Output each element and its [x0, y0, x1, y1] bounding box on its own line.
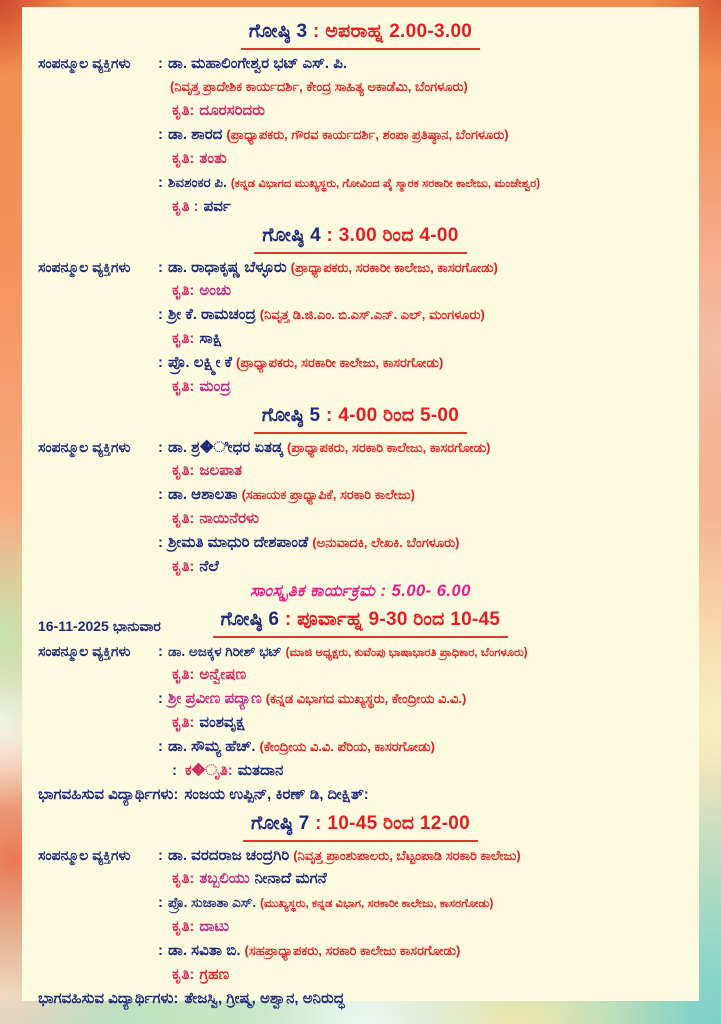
resource-persons-label: ಸಂಪನ್ಮೂಲ ವ್ಯಕ್ತಿಗಳು: [38, 847, 131, 863]
sessions-container: [22, 15, 699, 1011]
work-row: [172, 915, 699, 939]
session-title-separator: :: [307, 21, 326, 42]
person-details: (ಕನ್ನಡ ವಿಭಾಗದ ಮುಖ್ಯಸ್ಥರು, ಗೋವಿಂದ ಪೈ ಸ್ಮಾರಕ ಸರಕಾರೀ ಕಾಲೇಜು, ಮಂಜೇಶ್ವರ): [230, 178, 541, 190]
session-heading-row: [22, 603, 699, 639]
session-title: ಗೋಷ್ಠಿ 3: [248, 21, 308, 42]
person-colon: :: [158, 306, 163, 323]
person-details: (ನಿವೃತ್ತ ಡಿ.ಜಿ.ಎಂ. ಬಿ.ಎಸ್.ಎನ್. ಎಲ್, ಮಂಗಳೂರು): [259, 307, 485, 322]
work-row: [172, 555, 699, 579]
person-row: [38, 687, 699, 711]
person-colon: :: [158, 439, 163, 456]
work-title: ಮಂದ್ರ: [199, 378, 231, 395]
person-row: [38, 255, 699, 279]
session-title-separator: :: [279, 609, 298, 630]
work-label: ಕೃತಿ :: [172, 198, 199, 215]
person-details: (ಕೇಂದ್ರೀಯ ವಿ.ವಿ. ಪೆರಿಯ, ಕಾಸರಗೋಡು): [259, 739, 435, 754]
work-title: ದೂರಸರಿದರು: [199, 102, 265, 119]
work-row: [172, 663, 699, 687]
work-row: [172, 711, 699, 735]
session-title: ಗೋಷ್ಠಿ 7: [250, 813, 310, 834]
person-colon: :: [158, 55, 163, 72]
session-title-separator: :: [320, 225, 339, 246]
session-date: 16-11-2025 ಭಾನುವಾರ: [38, 618, 161, 634]
work-title: ವಂಶವೃಕ್ಷ: [199, 714, 245, 731]
session-block: [22, 15, 699, 219]
work-title: ಮತದಾನ: [237, 762, 284, 779]
person-details: (ಪ್ರಾಧ್ಯಾಪಕರು, ಸರಕಾರಿ ಕಾಲೇಜು, ಕಾಸರಗೋಡು): [286, 440, 491, 455]
work-title: ಗ್ರಹಣ: [199, 966, 230, 983]
session-time: 4-00 ರಿಂದ 5-00: [338, 405, 460, 426]
person-details: (ನಿವೃತ್ತ ಪ್ರಾದೇಶಿಕ ಕಾರ್ಯದರ್ಶಿ, ಕೇಂದ್ರ ಸಾಹಿತ್ಯ ಅಕಾಡೆಮಿ, ಬೆಂಗಳೂರು): [170, 79, 468, 94]
person-row: [38, 123, 699, 147]
session-block: [22, 219, 699, 399]
person-row: [38, 171, 699, 195]
person-name: ಡಾ. ವರದರಾಜ ಚಂದ್ರಗಿರಿ: [168, 847, 290, 864]
person-name: ಡಾ. ಸೌಮ್ಯ ಹೆಚ್.: [168, 738, 256, 755]
person-colon: :: [158, 174, 163, 191]
session-time: 3.00 ರಿಂದ 4-00: [338, 225, 459, 246]
person-name: ಡಾ. ಅಜಕ್ಕಳ ಗಿರೀಶ್ ಭಟ್: [168, 644, 282, 659]
work-label: ಕೃತಿ:: [172, 918, 195, 935]
work-label: ಕೃತಿ:: [172, 150, 195, 167]
person-details: (ಸಹಪ್ರಾಧ್ಯಾಪಕರು, ಸರಕಾರಿ ಕಾಲೇಜು ಕಾಸರಗೋಡು): [244, 943, 461, 958]
participants-label: ಭಾಗವಹಿಸುವ ವಿದ್ಯಾರ್ಥಿಗಳು:: [38, 990, 179, 1007]
work-label: ಕೃತಿ:: [172, 558, 195, 575]
session-heading: [243, 809, 478, 842]
person-name: ಡಾ. ಮಹಾಲಿಂಗೇಶ್ವರ ಭಟ್ ಎಸ್. ಪಿ.: [168, 55, 348, 72]
session-heading: [254, 401, 467, 434]
person-name: ಶಿವಶಂಕರ ಪಿ.: [168, 175, 227, 190]
work-leading-colon: :: [172, 762, 177, 779]
person-name: ಶ್ರೀಮತಿ ಮಾಧುರಿ ದೇಶಪಾಂಡೆ: [168, 534, 309, 551]
work-title: ತಬ್ಬಲಿಯು: [199, 870, 250, 887]
person-row: [38, 531, 699, 555]
person-colon: :: [158, 486, 163, 503]
work-title: ಸಾಕ್ಷಿ: [199, 330, 223, 347]
person-details: (ಕನ್ನಡ ವಿಭಾಗದ ಮುಖ್ಯಸ್ಥರು, ಕೇಂದ್ರೀಯ ವಿ.ವಿ.): [265, 691, 467, 706]
session-time: ಅಪರಾಹ್ನ 2.00-3.00: [325, 21, 473, 42]
resource-persons-label: ಸಂಪನ್ಮೂಲ ವ್ಯಕ್ತಿಗಳು: [38, 643, 131, 659]
work-title: ತಂತು: [199, 150, 227, 167]
work-row: [172, 867, 699, 891]
person-name: ಡಾ. ಆಶಾಲತಾ: [168, 486, 238, 503]
person-colon: :: [158, 259, 163, 276]
person-row: [38, 939, 699, 963]
work-row: [172, 147, 699, 171]
session-block: [22, 603, 699, 807]
person-details: (ಮಾಜಿ ಅಧ್ಯಕ್ಷರು, ಕುವೆಂಪು ಭಾಷಾಭಾರತಿ ಪ್ರಾಧಿಕಾರ, ಬೆಂಗಳೂರು): [285, 647, 528, 659]
person-row: [38, 435, 699, 459]
work-title: ಅನ್ವೇಷಣ: [199, 666, 247, 683]
work-title: ದಾಟು: [199, 918, 229, 935]
person-details: (ಪ್ರಾಧ್ಯಾಪಕರು, ಸರಕಾರೀ ಕಾಲೇಜು, ಕಾಸರಗೋಡು): [290, 260, 498, 275]
person-row: [38, 891, 699, 915]
person-colon: :: [158, 942, 163, 959]
participants-label: ಭಾಗವಹಿಸುವ ವಿದ್ಯಾರ್ಥಿಗಳು:: [38, 786, 179, 803]
session-block: [22, 399, 699, 603]
session-title: ಗೋಷ್ಠಿ 4: [262, 225, 321, 246]
work-label: ಕೃತಿ:: [172, 666, 195, 683]
session-heading: [241, 17, 480, 50]
session-heading-row: [22, 15, 699, 51]
work-row: [172, 375, 699, 399]
work-label: ಕೃತಿ:: [172, 462, 195, 479]
work-label: ಕ�ೃತಿ:: [185, 762, 233, 779]
person-colon: :: [158, 738, 163, 755]
work-row: [172, 963, 699, 987]
person-name: ಡಾ. ಶ್ರ�ೀಧರ ಏತಡ್ಕ: [168, 439, 283, 456]
person-name: ಡಾ. ರಾಧಾಕೃಷ್ಣ ಬೆಳ್ಳೂರು: [168, 259, 287, 276]
person-colon: :: [158, 354, 163, 371]
person-colon: :: [158, 894, 163, 911]
participants-names: ಸಂಜಯ ಉಪ್ಪಿನ್, ಕಿರಣ್ ಡಿ, ದೀಕ್ಷಿತ್:: [184, 786, 369, 803]
person-details: (ಸಹಾಯಕ ಪ್ರಾಧ್ಯಾಪಿಕೆ, ಸರಕಾರಿ ಕಾಲೇಜು): [241, 487, 416, 502]
person-name: ಪ್ರೊ. ಸುಜಾತಾ ಎಸ್.: [168, 895, 257, 910]
resource-persons-label: ಸಂಪನ್ಮೂಲ ವ್ಯಕ್ತಿಗಳು: [38, 55, 131, 71]
person-details: (ಮುಖ್ಯಸ್ಥರು, ಕನ್ನಡ ವಿಭಾಗ, ಸರಕಾರೀ ಕಾಲೇಜು, ಕಾಸರಗೋಡು): [260, 898, 494, 910]
person-colon: :: [158, 690, 163, 707]
work-label: ಕೃತಿ:: [172, 966, 195, 983]
person-row: [38, 735, 699, 759]
person-name: ಡಾ. ಸವಿತಾ ಬಿ.: [168, 942, 241, 959]
session-heading: [254, 221, 466, 254]
work-row: [172, 327, 699, 351]
person-details: (ಪ್ರಾಧ್ಯಾಪಕರು, ಗೌರವ ಕಾರ್ಯದರ್ಶಿ, ಶಂಪಾ ಪ್ರತಿಷ್ಠಾನ, ಬೆಂಗಳೂರು): [226, 127, 509, 142]
work-title: ಜಲಪಾತ: [199, 462, 243, 479]
person-row: [38, 843, 699, 867]
session-title: ಗೋಷ್ಠಿ 5: [261, 405, 321, 426]
person-row: [38, 639, 699, 663]
person-row: [38, 483, 699, 507]
person-details-row: [170, 75, 699, 99]
person-name: ಶ್ರೀ ಪ್ರವೀಣ ಪದ್ಯಾಣ: [168, 690, 262, 707]
work-label: ಕೃತಿ:: [172, 870, 195, 887]
participants-row: [38, 783, 699, 807]
work-row: [172, 279, 699, 303]
person-details: (ಅನುವಾದಕಿ, ಲೇಖಕಿ. ಬೆಂಗಳೂರು): [312, 535, 460, 550]
person-details: (ನಿವೃತ್ತ ಪ್ರಾಂಶುಪಾಲರು, ಬೆಟ್ಟಂಪಾಡಿ ಸರಕಾರಿ ಕಾಲೇಜು): [293, 848, 521, 863]
work-label: ಕೃತಿ:: [172, 378, 195, 395]
person-colon: :: [158, 126, 163, 143]
resource-persons-label: ಸಂಪನ್ಮೂಲ ವ್ಯಕ್ತಿಗಳು: [38, 439, 131, 455]
person-details: (ಪ್ರಾಧ್ಯಾಪಕರು, ಸರಕಾರೀ ಕಾಲೇಜು, ಕಾಸರಗೋಡು): [236, 355, 444, 370]
session-heading-row: [22, 399, 699, 435]
session-time: ಪೂರ್ವಾಹ್ನ 9-30 ರಿಂದ 10-45: [297, 609, 501, 630]
work-row: [172, 195, 699, 219]
session-heading-row: [22, 807, 699, 843]
session-title: ಗೋಷ್ಠಿ 6: [220, 609, 280, 630]
session-heading-row: [22, 219, 699, 255]
work-title-continued: ನೀನಾದೆ ಮಗನೆ: [254, 870, 327, 887]
session-title-separator: :: [309, 813, 328, 834]
session-title-separator: :: [320, 405, 339, 426]
work-row: [172, 759, 699, 783]
person-colon: :: [158, 643, 163, 660]
work-label: ಕೃತಿ:: [172, 282, 195, 299]
program-panel: [22, 7, 699, 1007]
work-title: ನೆಲೆ: [199, 558, 219, 575]
person-name: ಶ್ರೀ ಕೆ. ರಾಮಚಂದ್ರ: [168, 306, 256, 323]
work-label: ಕೃತಿ:: [172, 330, 195, 347]
participants-names: ತೇಜಸ್ವಿ, ಗ್ರೀಷ್ಮ, ಅಶ್ವಾನ, ಅನಿರುದ್ಧ: [184, 990, 345, 1007]
work-row: [172, 99, 699, 123]
person-row: [38, 303, 699, 327]
work-row: [172, 507, 699, 531]
person-row: [38, 51, 699, 75]
participants-row: [38, 987, 699, 1011]
work-title: ನಾಯಿನೆರಳು: [199, 510, 259, 527]
work-title: ಪರ್ವ: [203, 198, 231, 215]
work-title: ಅಂಚು: [199, 282, 231, 299]
cultural-program-line: ಸಾಂಸ್ಕೃತಿಕ ಕಾರ್ಯಕ್ರಮ : 5.00- 6.00: [250, 582, 471, 600]
person-row: [38, 351, 699, 375]
session-block: [22, 807, 699, 1011]
person-name: ಡಾ. ಶಾರದ: [168, 126, 223, 143]
session-heading: [213, 605, 509, 638]
person-colon: :: [158, 847, 163, 864]
work-label: ಕೃತಿ:: [172, 102, 195, 119]
work-row: [172, 459, 699, 483]
resource-persons-label: ಸಂಪನ್ಮೂಲ ವ್ಯಕ್ತಿಗಳು: [38, 259, 131, 275]
work-label: ಕೃತಿ:: [172, 714, 195, 731]
session-time: 10-45 ರಿಂದ 12-00: [327, 813, 471, 834]
work-label: ಕೃತಿ:: [172, 510, 195, 527]
person-colon: :: [158, 534, 163, 551]
person-name: ಪ್ರೊ. ಲಕ್ಷ್ಮೀ ಕೆ: [168, 354, 233, 371]
